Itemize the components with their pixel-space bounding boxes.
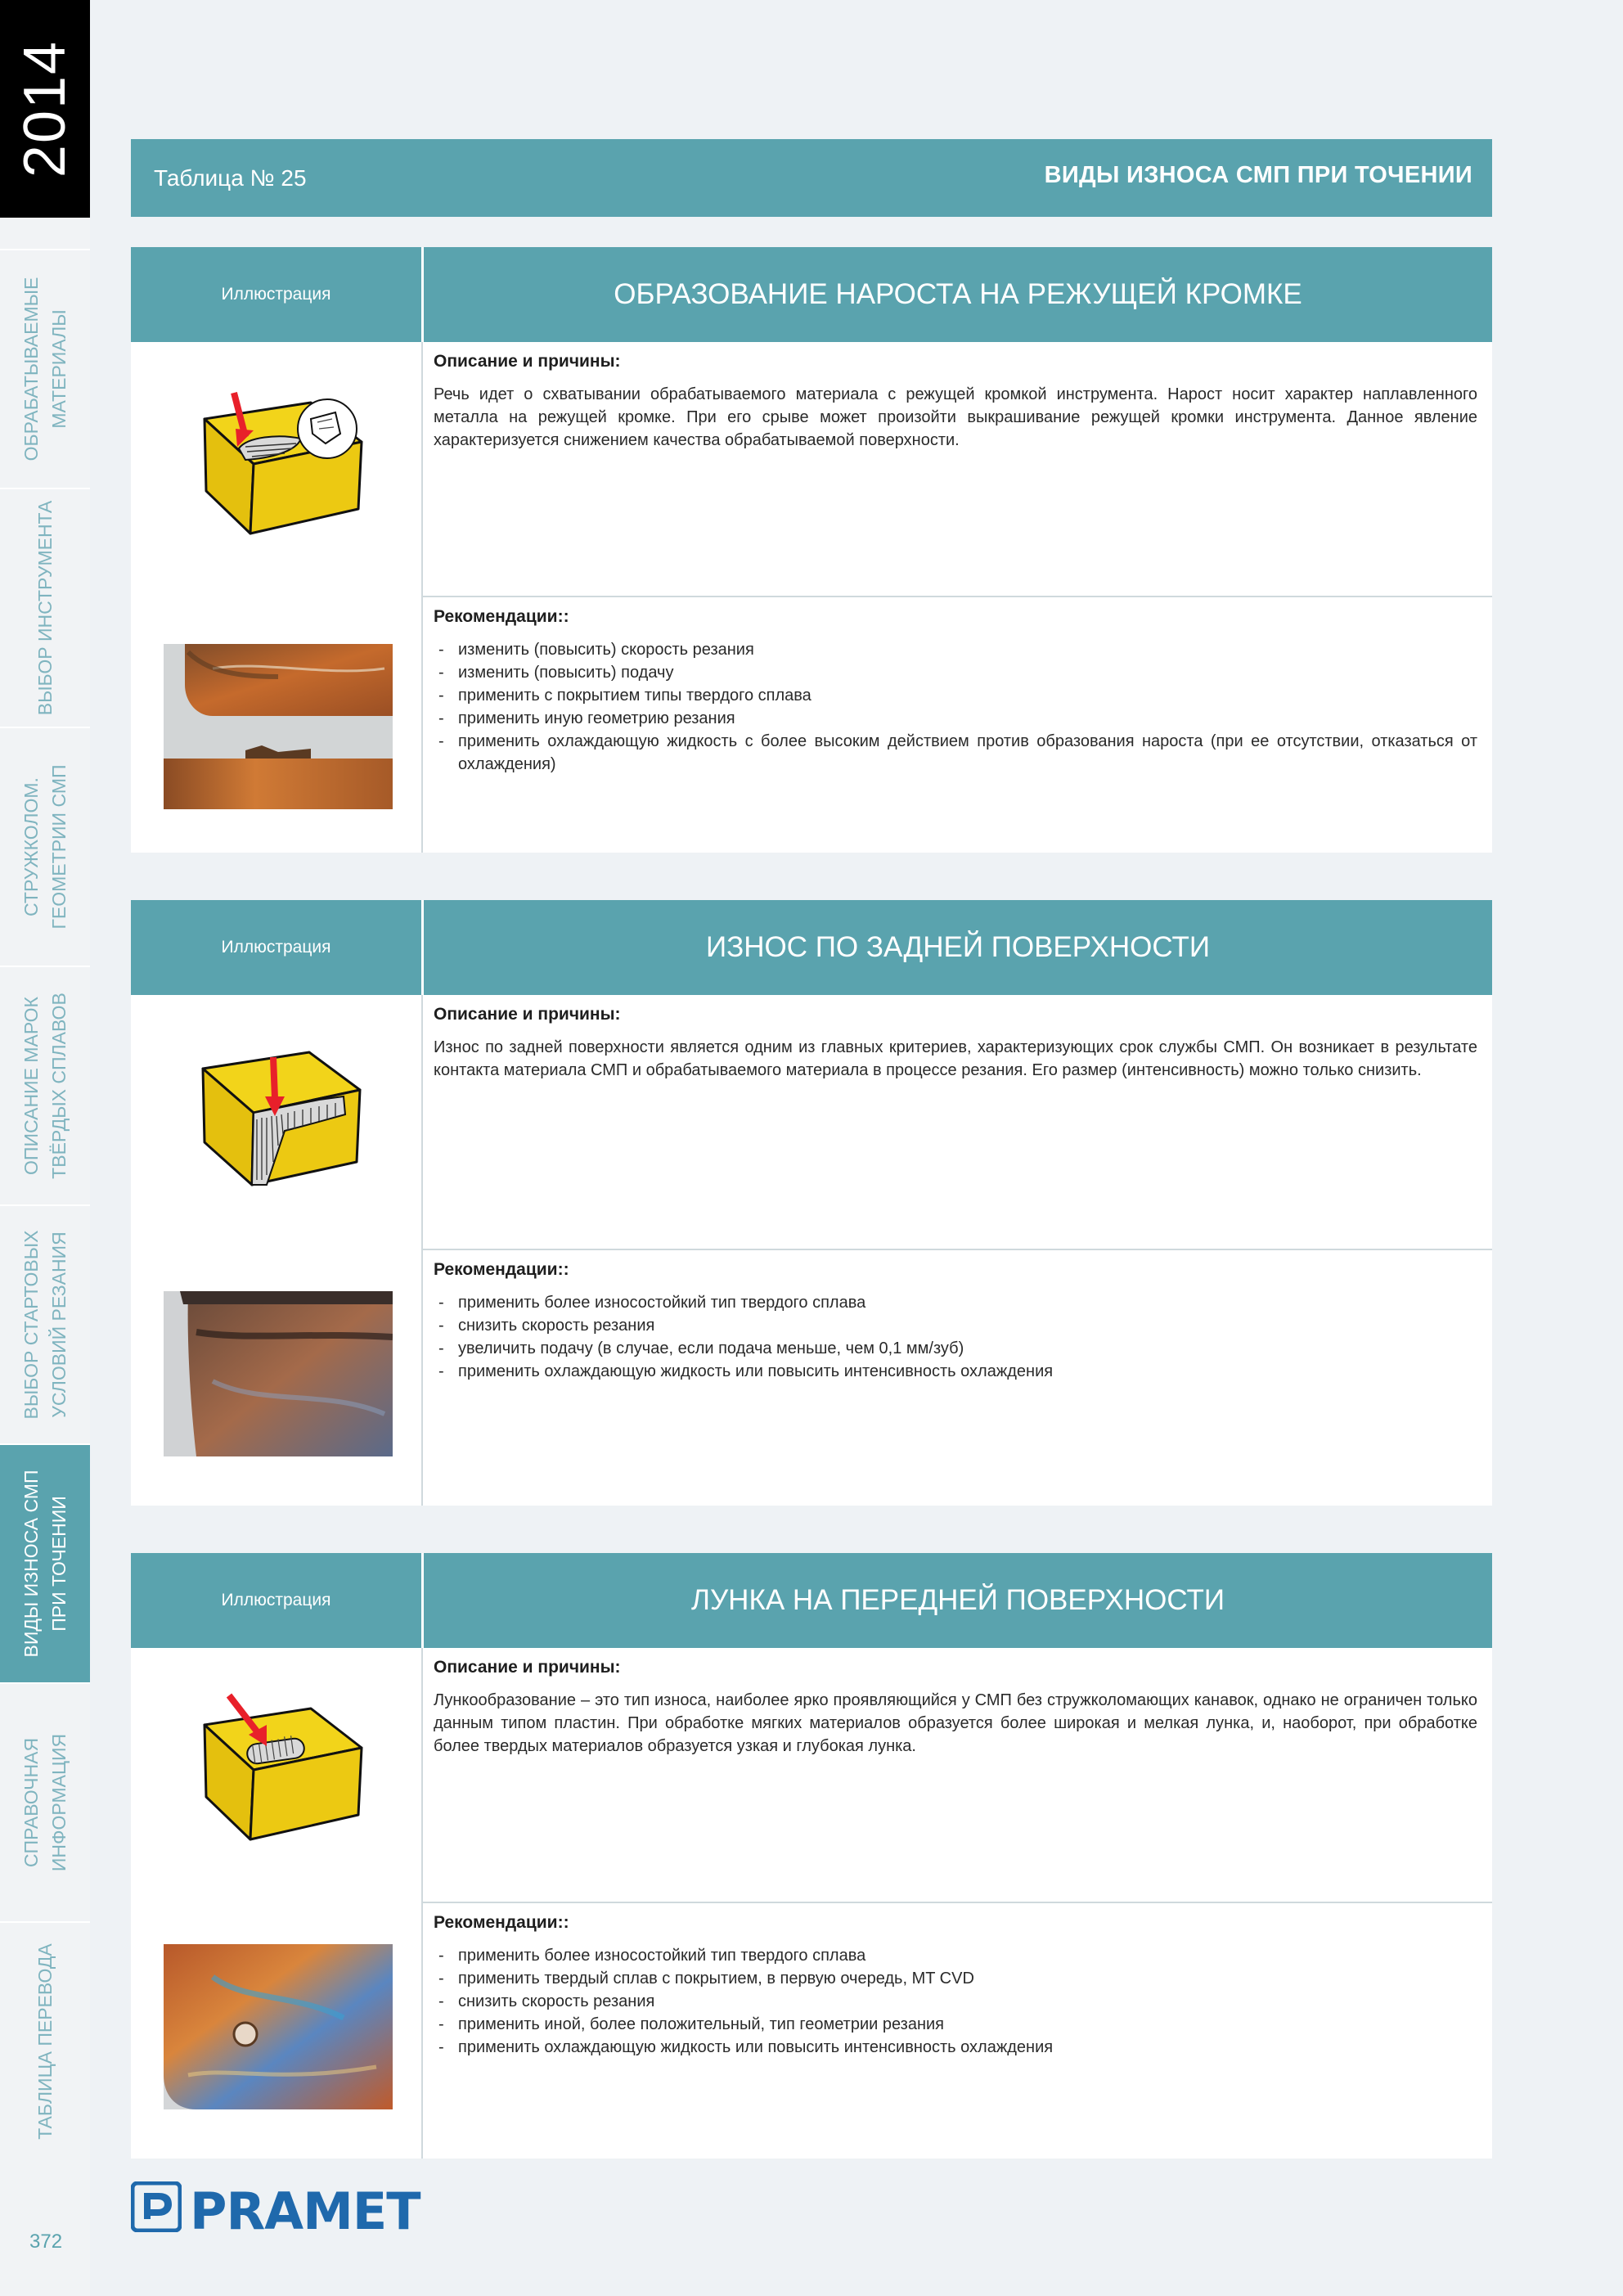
recommendation-item: - применить более износостойкий тип твердого сплава — [434, 1944, 1477, 1967]
recommendation-item: - применить охлаждающую жидкость или повысить интенсивность охлаждения — [434, 2036, 1477, 2059]
section-header — [131, 900, 1492, 995]
recommendation-item: - применить иной, более положительный, тип геометрии резания — [434, 2013, 1477, 2036]
description-block — [434, 1005, 1477, 1082]
nav-item-chipbreaker-geometries[interactable] — [0, 727, 90, 966]
recommendation-item: - увеличить подачу (в случае, если подача меньше, чем 0,1 мм/зуб) — [434, 1337, 1477, 1360]
recommendations-label: Рекомендации:: — [434, 607, 569, 626]
row-divider — [423, 1249, 1492, 1250]
recommendations-list — [434, 1944, 1477, 2059]
built-up-edge-photo — [164, 644, 393, 809]
recommendation-item: - применить твердый сплав с покрытием, в первую очередь, MT CVD — [434, 1967, 1477, 1990]
nav-item-tool-selection[interactable] — [0, 488, 90, 727]
crater-wear-insert-diagram — [188, 1692, 376, 1848]
recommendations-list — [434, 1291, 1477, 1383]
nav-item-conversion-table[interactable] — [0, 1921, 90, 2160]
illustration-column-label: Иллюстрация — [221, 285, 331, 304]
pramet-logo-text: PRAMET — [190, 2181, 420, 2241]
nav-item-wear-types[interactable] — [0, 1443, 90, 1682]
recommendation-item: - применить охлаждающую жидкость или повысить интенсивность охлаждения — [434, 1360, 1477, 1383]
column-divider — [421, 995, 423, 1506]
recommendation-item: - применить охлаждающую жидкость с более высоким действием против образования нароста (при ее отсутствии, отказаться от охлаждения) — [434, 730, 1477, 776]
recommendations-block — [434, 1913, 1477, 2059]
recommendation-item: - снизить скорость резания — [434, 1990, 1477, 2013]
recommendation-item: - применить иную геометрию резания — [434, 707, 1477, 730]
wear-section-built-up-edge — [131, 247, 1492, 853]
nav-item-label: ОПИСАНИЕ МАРОК ТВЁРДЫХ СПЛАВОВ — [20, 993, 70, 1179]
recommendations-list — [434, 638, 1477, 776]
nav-item-cutting-conditions[interactable] — [0, 1204, 90, 1443]
recommendation-item: - снизить скорость резания — [434, 1314, 1477, 1337]
flank-wear-photo — [164, 1291, 393, 1456]
wear-section-flank-wear — [131, 900, 1492, 1506]
built-up-edge-insert-diagram — [188, 386, 376, 542]
description-text: Речь идет о схватывании обрабатываемого материала с режущей кромкой инструмента. Нарост носит характер наплавленного металла на режущей кромке. При его срыве может произойти выкрашивание режущей кромки инструмента. Данное явление характеризуется снижением качества обрабатываемой поверхности. — [434, 385, 1477, 449]
column-divider — [421, 1648, 423, 2159]
nav-item-materials[interactable] — [0, 249, 90, 488]
recommendation-item: - изменить (повысить) скорость резания — [434, 638, 1477, 661]
table-title-bar — [131, 139, 1492, 217]
illustration-column-label: Иллюстрация — [221, 1591, 331, 1609]
table-number: Таблица № 25 — [154, 165, 307, 191]
page-number: 372 — [29, 2231, 63, 2253]
description-text: Износ по задней поверхности является одним из главных критериев, характеризующих срок службы СМП. Он возникает в результате контакта материала СМП и обрабатываемого материала в процессе резания. Его размер (интенсивность) можно только снизить. — [434, 1038, 1477, 1079]
section-title: ОБРАЗОВАНИЕ НАРОСТА НА РЕЖУЩЕЙ КРОМКЕ — [614, 278, 1302, 310]
nav-item-label: ВЫБОР ИНСТРУМЕНТА — [34, 500, 56, 716]
nav-item-label: ВИДЫ ИЗНОСА СМП ПРИ ТОЧЕНИИ — [20, 1470, 70, 1658]
column-divider — [421, 342, 423, 853]
section-header — [131, 247, 1492, 342]
year-label: 2014 — [12, 39, 78, 178]
row-divider — [423, 596, 1492, 597]
side-navigation — [0, 0, 90, 2296]
section-title: ИЗНОС ПО ЗАДНЕЙ ПОВЕРХНОСТИ — [705, 931, 1211, 963]
recommendations-label: Рекомендации:: — [434, 1913, 569, 1932]
nav-item-label: ТАБЛИЦА ПЕРЕВОДА — [34, 1943, 56, 2140]
nav-item-reference-info[interactable] — [0, 1682, 90, 1921]
flank-wear-insert-diagram — [188, 1039, 376, 1195]
description-label: Описание и причины: — [434, 1005, 621, 1024]
illustration-column-label: Иллюстрация — [221, 938, 331, 957]
row-divider — [423, 1902, 1492, 1903]
description-label: Описание и причины: — [434, 352, 621, 371]
nav-item-label: СПРАВОЧНАЯ ИНФОРМАЦИЯ — [20, 1733, 70, 1872]
chapter-nav — [0, 249, 90, 2160]
section-header — [131, 1553, 1492, 1648]
section-title: ЛУНКА НА ПЕРЕДНЕЙ ПОВЕРХНОСТИ — [690, 1584, 1225, 1616]
crater-wear-photo — [164, 1944, 393, 2109]
pramet-logo — [131, 2178, 420, 2241]
nav-item-label: СТРУЖКОЛОМ. ГЕОМЕТРИИ СМП — [20, 764, 70, 930]
nav-item-carbide-grades[interactable] — [0, 966, 90, 1204]
nav-item-label: ОБРАБАТЫВАЕМЫЕ МАТЕРИАЛЫ — [20, 277, 70, 461]
description-text: Лункообразование – это тип износа, наиболее ярко проявляющийся у СМП без стружколомающих канавок, однако не ограничен только данным типом пластин. При обработке мягких материалов образуется более широкая и мелкая лунка, и, наоборот, при обработке более твердых материалов образуется узкая и глубокая лунка. — [434, 1691, 1477, 1755]
description-label: Описание и причины: — [434, 1658, 621, 1677]
table-title: ВИДЫ ИЗНОСА СМП ПРИ ТОЧЕНИИ — [1044, 162, 1472, 188]
recommendations-block — [434, 1260, 1477, 1383]
wear-section-crater-wear — [131, 1553, 1492, 2159]
pramet-logo-mark-icon — [131, 2181, 182, 2232]
description-block — [434, 352, 1477, 452]
recommendations-block — [434, 607, 1477, 776]
recommendation-item: - применить более износостойкий тип твердого сплава — [434, 1291, 1477, 1314]
nav-item-label: ВЫБОР СТАРТОВЫХ УСЛОВИЙ РЕЗАНИЯ — [20, 1230, 70, 1420]
recommendations-label: Рекомендации:: — [434, 1260, 569, 1279]
description-block — [434, 1658, 1477, 1758]
recommendation-item: - изменить (повысить) подачу — [434, 661, 1477, 684]
year-tab — [0, 0, 90, 218]
recommendation-item: - применить с покрытием типы твердого сплава — [434, 684, 1477, 707]
